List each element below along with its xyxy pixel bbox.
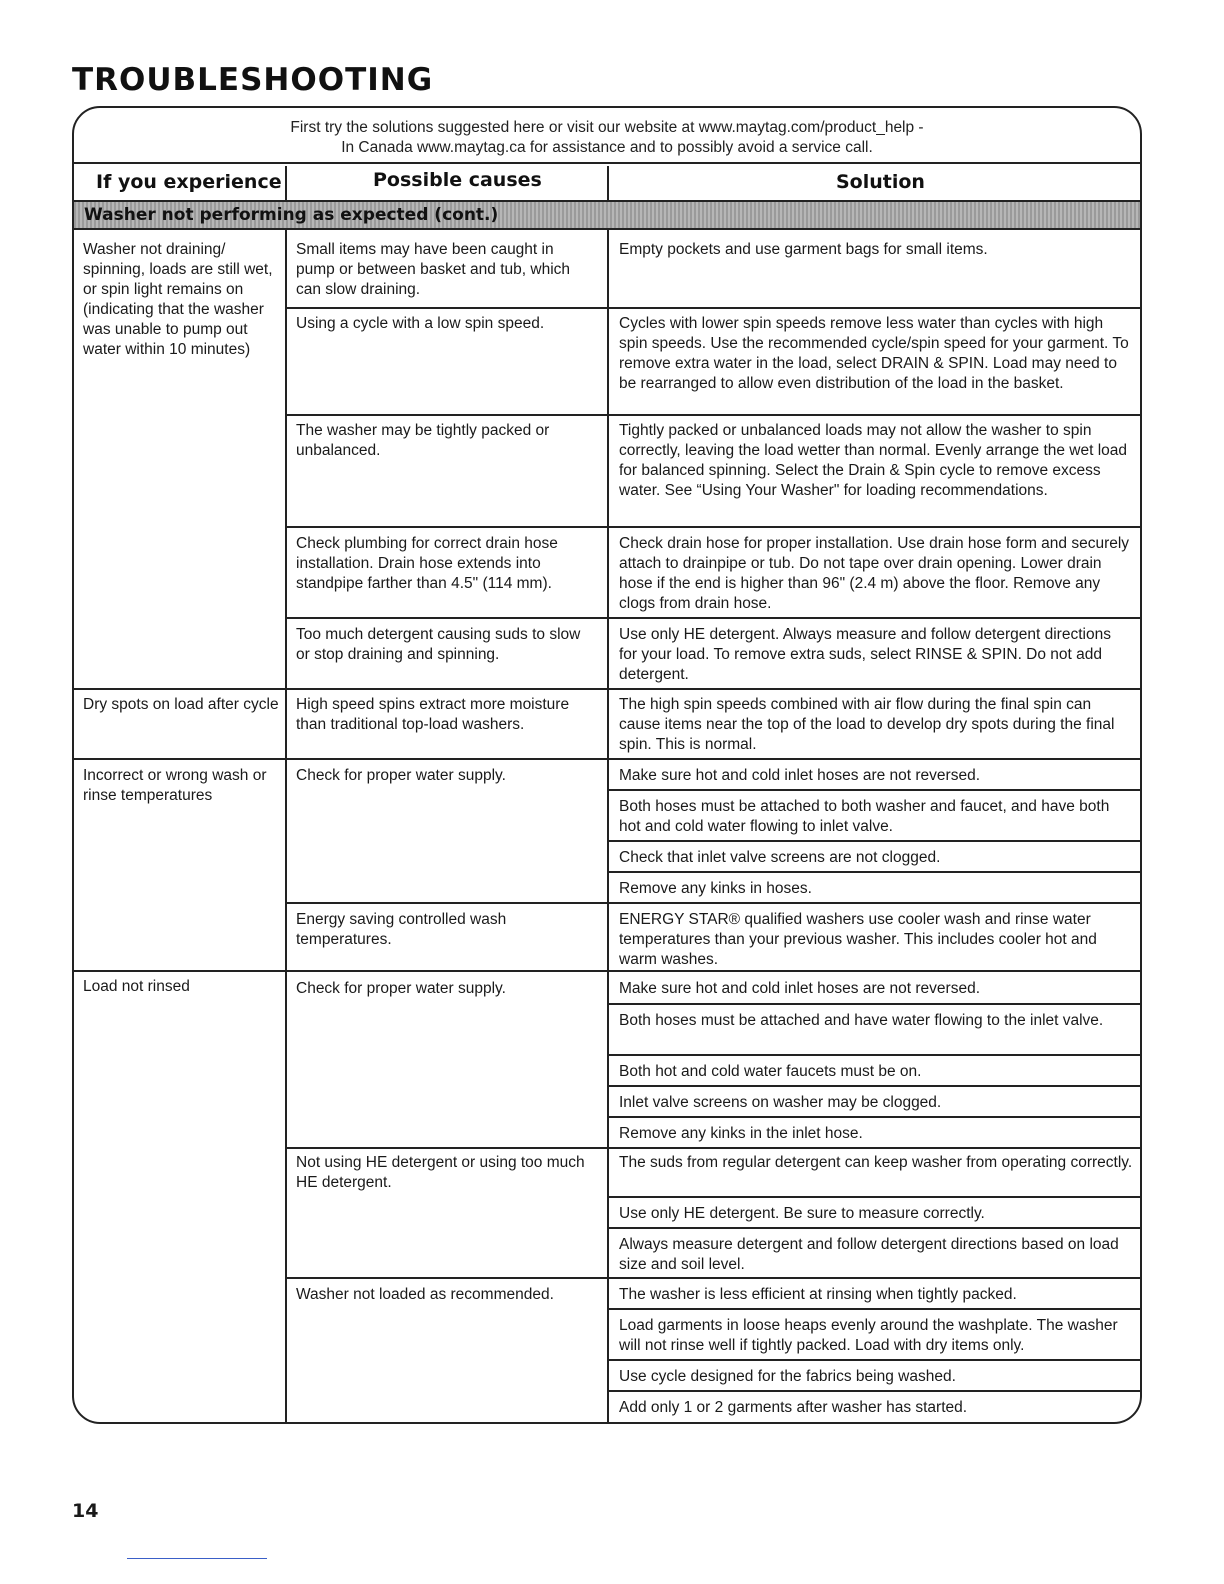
solution-cell: Empty pockets and use garment bags for small items. xyxy=(619,241,988,258)
cause-separator xyxy=(287,526,1140,528)
cause-cell: Check for proper water supply. xyxy=(296,980,506,997)
cause-cell: The washer may be tightly packed or unbalanced. xyxy=(296,422,550,459)
solution-separator xyxy=(609,1227,1140,1229)
solution-cell: The washer is less efficient at rinsing when tightly packed. xyxy=(619,1286,1017,1303)
cause-cell: Washer not loaded as recommended. xyxy=(296,1286,554,1303)
solution-separator xyxy=(609,1359,1140,1361)
solution-cell: Use only HE detergent. Always measure and follow detergent directions for your load. To remove extra suds, select RINSE & SPIN. Do not add detergent. xyxy=(619,626,1111,683)
column-header-causes: Possible causes xyxy=(373,169,542,191)
solution-cell: Add only 1 or 2 garments after washer has started. xyxy=(619,1399,968,1416)
header-divider-1 xyxy=(285,166,287,200)
section-title: Washer not performing as expected (cont.) xyxy=(84,205,499,225)
solution-cell: Both hoses must be attached and have water flowing to the inlet valve. xyxy=(619,1012,1104,1029)
cause-cell: Not using HE detergent or using too much HE detergent. xyxy=(296,1154,585,1191)
solution-cell: Check that inlet valve screens are not clogged. xyxy=(619,849,941,866)
cause-cell: Energy saving controlled wash temperatures. xyxy=(296,911,507,948)
solution-cell: Remove any kinks in hoses. xyxy=(619,880,812,897)
footer-rule xyxy=(127,1558,267,1559)
intro-line-1: First try the solutions suggested here or visit our website at www.maytag.com/product_help - xyxy=(290,119,924,136)
solution-separator xyxy=(609,871,1140,873)
solution-cell: ENERGY STAR® qualified washers use cooler wash and rinse water temperatures than your previous washer. This includes cooler hot and warm washes. xyxy=(619,911,1097,968)
cause-cell: Check for proper water supply. xyxy=(296,767,506,784)
solution-cell: Make sure hot and cold inlet hoses are not reversed. xyxy=(619,767,981,784)
solution-cell: Inlet valve screens on washer may be clogged. xyxy=(619,1094,942,1111)
page-title: TROUBLESHOOTING xyxy=(72,62,434,98)
problem-cell: Incorrect or wrong wash or rinse temperatures xyxy=(83,767,267,804)
problem-cell: Dry spots on load after cycle xyxy=(83,696,279,713)
cause-cell: Too much detergent causing suds to slow or stop draining and spinning. xyxy=(296,626,581,663)
solution-separator xyxy=(609,1085,1140,1087)
intro-text xyxy=(72,118,1142,158)
section-band xyxy=(74,200,1140,230)
column-header-solution: Solution xyxy=(836,171,925,193)
problem-cell: Load not rinsed xyxy=(83,978,190,995)
solution-cell: Both hot and cold water faucets must be on. xyxy=(619,1063,922,1080)
cause-separator xyxy=(287,617,1140,619)
solution-separator xyxy=(609,1116,1140,1118)
solution-cell: The high spin speeds combined with air flow during the final spin can cause items near the top of the load to develop dry spots during the final spin. This is normal. xyxy=(619,696,1115,753)
page-number: 14 xyxy=(72,1500,99,1522)
cause-separator xyxy=(287,902,1140,904)
solution-cell: Always measure detergent and follow detergent directions based on load size and soil level. xyxy=(619,1236,1119,1273)
solution-separator xyxy=(609,1390,1140,1392)
solution-cell: Check drain hose for proper installation. Use drain hose form and securely attach to drainpipe or tub. Do not tape over drain opening. Lower drain hose if the end is higher than 96" (2.4 m) above the floor. Remove any clogs from drain hose. xyxy=(619,535,1130,612)
solution-cell: Tightly packed or unbalanced loads may not allow the washer to spin correctly, leaving the load wetter than normal. Evenly arrange the wet load for balanced spinning. Select the Drain & Spin cycle to remove excess water. See “Using Your Washer" for loading recommendations. xyxy=(619,422,1128,499)
solution-cell: Both hoses must be attached to both washer and faucet, and have both hot and cold water flowing to inlet valve. xyxy=(619,798,1110,835)
solution-cell: Remove any kinks in the inlet hose. xyxy=(619,1125,863,1142)
solution-cell: Use cycle designed for the fabrics being washed. xyxy=(619,1368,956,1385)
cause-cell: Check plumbing for correct drain hose installation. Drain hose extends into standpipe farther than 4.5" (114 mm). xyxy=(296,535,558,592)
cause-cell: High speed spins extract more moisture than traditional top-load washers. xyxy=(296,696,570,733)
problem-cell: Washer not draining/ spinning, loads are still wet, or spin light remains on (indicating that the washer was unable to pump out water within 10 minutes) xyxy=(83,241,273,358)
solution-cell: Cycles with lower spin speeds remove less water than cycles with high spin speeds. Use the recommended cycle/spin speed for your garment. To remove extra water in the load, select DRAIN & SPIN. Load may need to be rearranged to allow even distribution of the load in the basket. xyxy=(619,315,1129,392)
solution-cell: Use only HE detergent. Be sure to measure correctly. xyxy=(619,1205,985,1222)
cause-separator xyxy=(287,1277,1140,1279)
solution-separator xyxy=(609,1054,1140,1056)
solution-separator xyxy=(609,840,1140,842)
group-separator xyxy=(74,970,1140,972)
cause-cell: Using a cycle with a low spin speed. xyxy=(296,315,545,332)
cause-separator xyxy=(287,1147,1140,1149)
column-divider-2 xyxy=(607,230,609,1424)
header-top-rule xyxy=(74,162,1140,164)
header-divider-2 xyxy=(607,166,609,200)
column-divider-1 xyxy=(285,230,287,1424)
column-header-problem: If you experience xyxy=(96,171,282,193)
cause-separator xyxy=(287,414,1140,416)
solution-cell: Load garments in loose heaps evenly around the washplate. The washer will not rinse well if tightly packed. Load with dry items only. xyxy=(619,1317,1118,1354)
solution-separator xyxy=(609,1003,1140,1005)
cause-separator xyxy=(287,307,1140,309)
solution-separator xyxy=(609,1308,1140,1310)
group-separator xyxy=(74,688,1140,690)
solution-separator xyxy=(609,789,1140,791)
solution-cell: Make sure hot and cold inlet hoses are not reversed. xyxy=(619,980,981,997)
solution-cell: The suds from regular detergent can keep washer from operating correctly. xyxy=(619,1154,1133,1171)
group-separator xyxy=(74,758,1140,760)
intro-line-2: In Canada www.maytag.ca for assistance and to possibly avoid a service call. xyxy=(341,139,873,156)
solution-separator xyxy=(609,1196,1140,1198)
cause-cell: Small items may have been caught in pump or between basket and tub, which can slow draining. xyxy=(296,241,571,298)
